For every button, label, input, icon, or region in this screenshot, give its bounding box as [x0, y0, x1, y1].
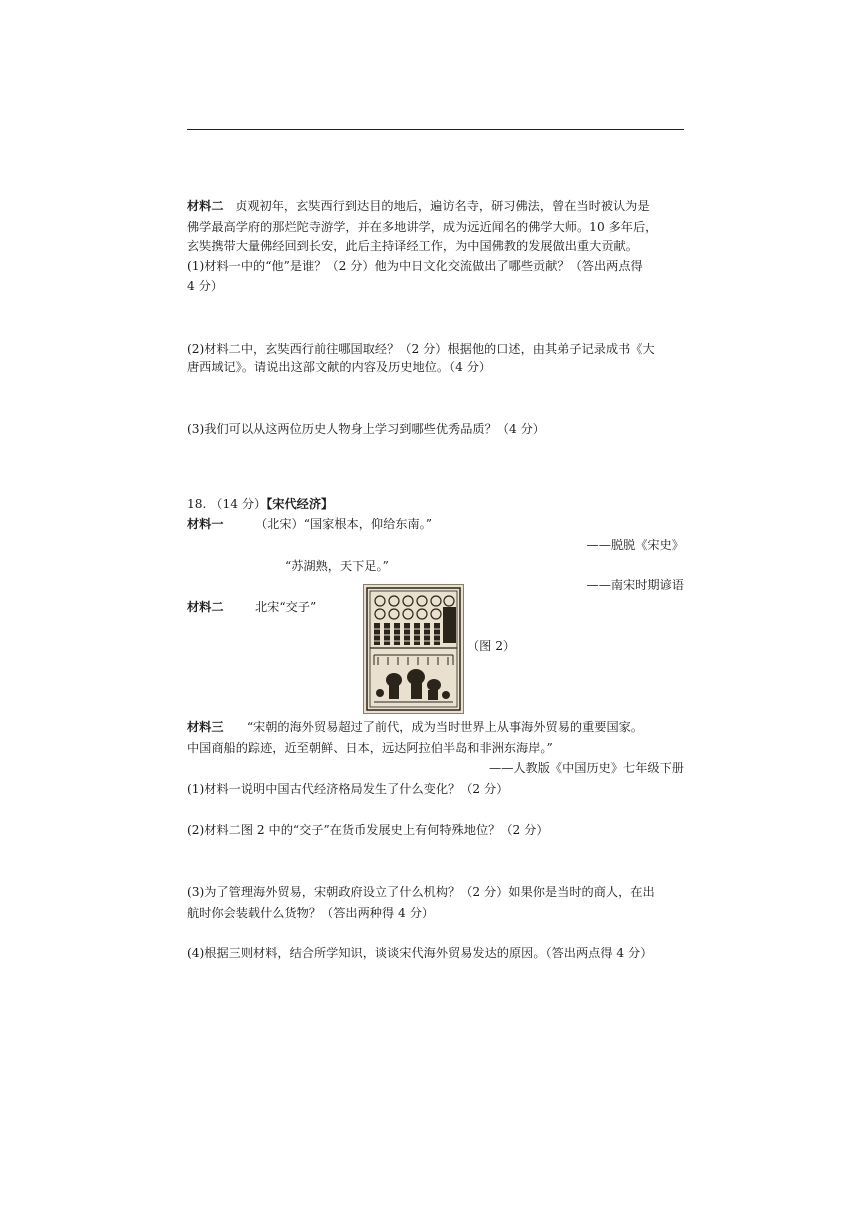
q17-2-line2: 唐西域记》。请说出这部文献的内容及历史地位。（4 分）	[187, 360, 492, 374]
material2-line1	[187, 197, 650, 216]
q18-material3-text1: “宋朝的海外贸易超过了前代，成为当时世界上从事海外贸易的重要国家。	[246, 720, 644, 734]
q18-score: （14 分）	[210, 497, 267, 511]
q18-3-line2: 航时你会装载什么货物？（答出两种得 4 分）	[187, 906, 435, 920]
q18-material2-text: 北宋“交子”	[255, 600, 317, 614]
q18-material1-label: 材料一	[187, 517, 224, 531]
q17-2-line1: (2)材料二中，玄奘西行前往哪国取经？（2 分）根据他的口述，由其弟子记录成书《大	[187, 342, 655, 356]
material2-line2: 佛学最高学府的那烂陀寺游学，并在多地讲学，成为远近闻名的佛学大师。10 多年后，	[187, 220, 658, 234]
q17-1-line2: 4 分）	[187, 279, 224, 293]
q17-1-line1: (1)材料一中的“他”是谁？（2 分）他为中日文化交流做出了哪些贡献？（答出两点得	[187, 259, 643, 273]
q18-heading	[187, 495, 333, 514]
q18-material1-text2: “苏湖熟，天下足。”	[285, 559, 389, 573]
q18-material1-source: ——脱脱《宋史》	[586, 538, 684, 552]
q18-number: 18.	[187, 497, 207, 511]
jiaozi-banknote-image	[363, 584, 464, 714]
material2-label: 材料二	[187, 199, 224, 213]
q18-material3-source: ——人教版《中国历史》七年级下册	[489, 761, 684, 775]
header-rule	[187, 129, 684, 130]
q18-material3-line1	[187, 718, 643, 737]
q18-material1-text: （北宋）“国家根本，仰给东南。”	[255, 517, 432, 531]
q18-material2-label: 材料二	[187, 600, 224, 614]
q18-material1-source2: ——南宋时期谚语	[586, 578, 684, 592]
q18-material3-label: 材料三	[187, 720, 224, 734]
material2-line3: 玄奘携带大量佛经回到长安，此后主持译经工作，为中国佛教的发展做出重大贡献。	[187, 239, 638, 253]
q18-topic: 【宋代经济】	[266, 497, 334, 511]
jiaozi-illustration	[364, 585, 463, 713]
material2-text1: 贞观初年，玄奘西行到达目的地后，遍访名寺，研习佛法，曾在当时被认为是	[235, 199, 650, 213]
q17-3: (3)我们可以从这两位历史人物身上学习到哪些优秀品质？（4 分）	[187, 422, 545, 436]
q18-4: (4)根据三则材料，结合所学知识，谈谈宋代海外贸易发达的原因。（答出两点得 4 分）	[187, 946, 653, 960]
q18-3-line1: (3)为了管理海外贸易，宋朝政府设立了什么机构？（2 分）如果你是当时的商人，在出	[187, 885, 655, 899]
figure-caption: （图 2）	[467, 639, 516, 653]
q18-2: (2)材料二图 2 中的“交子”在货币发展史上有何特殊地位？（2 分）	[187, 823, 549, 837]
q18-1: (1)材料一说明中国古代经济格局发生了什么变化？（2 分）	[187, 782, 509, 796]
q18-material3-line2: 中国商船的踪迹，近至朝鲜、日本，远达阿拉伯半岛和非洲东海岸。”	[187, 741, 553, 755]
